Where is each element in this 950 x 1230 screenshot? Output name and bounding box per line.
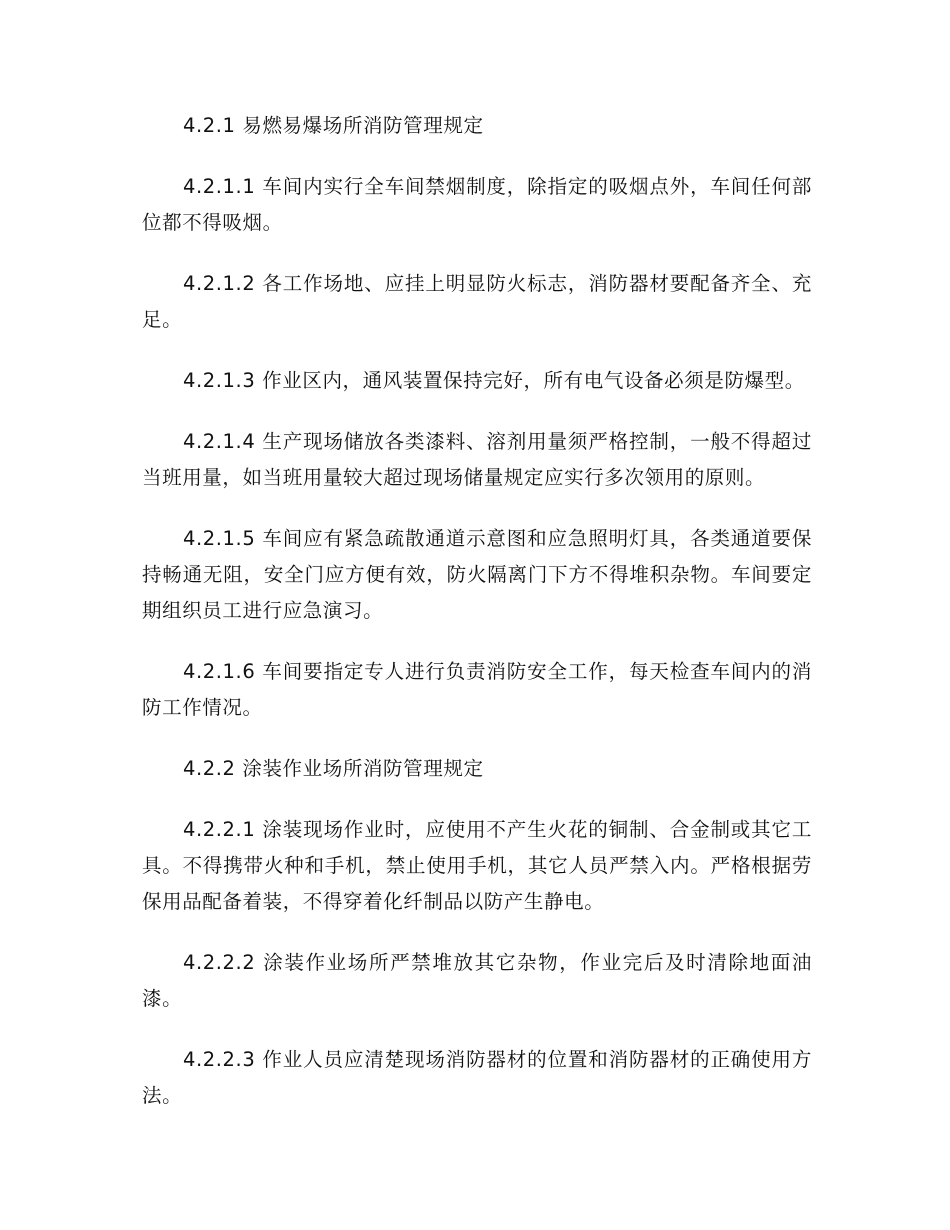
clause-4-2-1-4: 4.2.1.4 生产现场储放各类漆料、溶剂用量须严格控制，一般不得超过当班用量，如当班用量较大超过现场储量规定应实行多次领用的原则。	[142, 430, 812, 489]
clause-4-2-2-2: 4.2.2.2 涂装作业场所严禁堆放其它杂物，作业完后及时清除地面油漆。	[142, 951, 812, 1010]
clause-4-2-2-3: 4.2.2.3 作业人员应清楚现场消防器材的位置和消防器材的正确使用方法。	[142, 1048, 812, 1107]
section-heading-4-2-1: 4.2.1 易燃易爆场所消防管理规定	[182, 114, 484, 137]
clause-4-2-1-2: 4.2.1.2 各工作场地、应挂上明显防火标志，消防器材要配备齐全、充足。	[142, 272, 812, 331]
section-heading-4-2-2: 4.2.2 涂装作业场所消防管理规定	[182, 757, 484, 780]
clause-4-2-1-5: 4.2.1.5 车间应有紧急疏散通道示意图和应急照明灯具，各类通道要保持畅通无阻，安全门应方便有效，防火隔离门下方不得堆积杂物。车间要定期组织员工进行应急演习。	[142, 527, 812, 622]
clause-4-2-2-1: 4.2.2.1 涂装现场作业时，应使用不产生火花的铜制、合金制或其它工具。不得携带火种和手机，禁止使用手机，其它人员严禁入内。严格根据劳保用品配备着装，不得穿着化纤制品以防产生静电。	[142, 818, 812, 913]
clause-4-2-1-1: 4.2.1.1 车间内实行全车间禁烟制度，除指定的吸烟点外，车间任何部位都不得吸烟。	[142, 175, 812, 234]
clause-4-2-1-6: 4.2.1.6 车间要指定专人进行负责消防安全工作，每天检查车间内的消防工作情况。	[142, 660, 812, 719]
clause-4-2-1-3: 4.2.1.3 作业区内，通风装置保持完好，所有电气设备必须是防爆型。	[182, 369, 805, 392]
document-body	[142, 108, 812, 1139]
